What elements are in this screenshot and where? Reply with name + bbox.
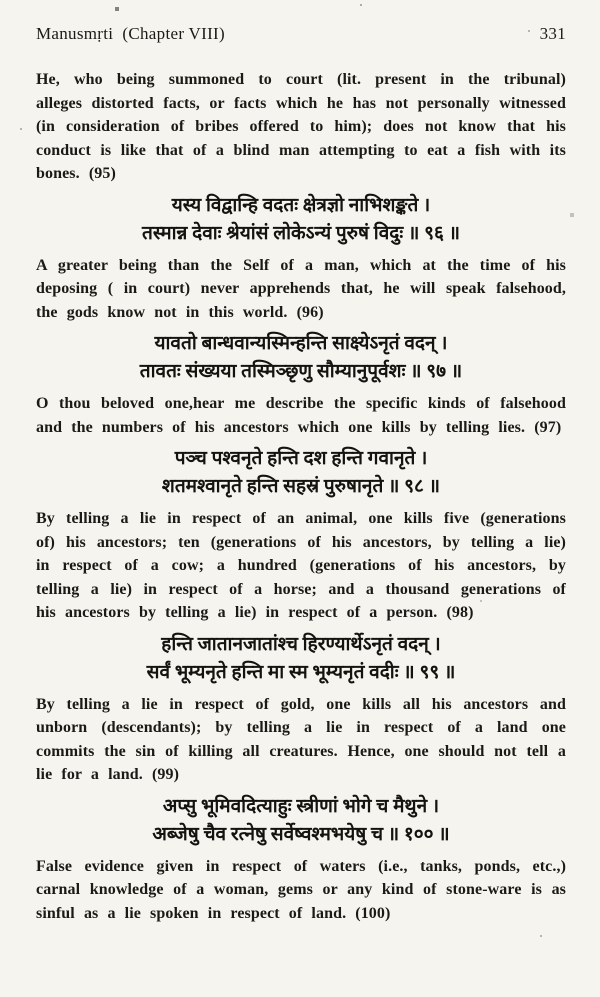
translation-paragraph-97: O thou beloved one,hear me describe the specific kinds of falsehood and the numbers of his ancestors which one kills by telling lies. (97) xyxy=(36,395,566,436)
verse-line: अब्जेषु चैव रत्नेषु सर्वेष्वश्मभयेषु च ॥ १०० ॥ xyxy=(152,823,450,845)
sanskrit-verse-98 xyxy=(36,445,566,501)
verse-line: तस्मान्न देवाः श्रेयांसं लोकेऽन्यं पुरुषं विदुः ॥ ९६ ॥ xyxy=(142,222,460,244)
translation-paragraph-99: By telling a lie in respect of gold, one kills all his ancestors and unborn (descendants); by telling a lie in respect of a land one commits the sin of killing all creatures. Hence, one should not tell a lie for a land. (99) xyxy=(36,695,566,783)
translation-paragraph-95: He, who being summoned to court (lit. present in the tribunal) alleges distorted facts, or facts which he has not personally witnessed (in consideration of bribes offered to him); does not know that his conduct is like that of a blind man attempting to eat a fish with its bones. (95) xyxy=(36,71,566,182)
translation-paragraph-96: A greater being than the Self of a man, which at the time of his deposing ( in court) never apprehends that, he will speak falsehood, the gods know not in this world. (96) xyxy=(36,256,566,321)
sanskrit-verse-97 xyxy=(36,330,566,386)
verse-line: शतमश्वानृते हन्ति सहस्रं पुरुषानृते ॥ ९८ ॥ xyxy=(161,476,441,497)
verse-line: अप्सु भूमिवदित्याहुः स्त्रीणां भोगे च मैथुने । xyxy=(162,795,440,817)
sanskrit-verse-96 xyxy=(36,192,566,248)
scan-noise-specks xyxy=(0,0,2,2)
verse-line: सर्वं भूम्यनृते हन्ति मा स्म भूम्यनृतं वदीः ॥ ९९ ॥ xyxy=(146,661,456,683)
verse-line: तावतः संख्यया तस्मिञ्छृणु सौम्यानुपूर्वशः ॥ ९७ ॥ xyxy=(139,361,463,382)
translation-paragraph-100: False evidence given in respect of waters (i.e., tanks, ponds, etc.,) carnal knowledge of a woman, gems or any kind of stone-ware is as sinful as a lie spoken in respect of land. (100) xyxy=(36,857,566,922)
running-title: Manusmṛti (Chapter VIII) xyxy=(36,24,225,43)
verse-line: पञ्च पश्वनृते हन्ति दश हन्ति गवानृते । xyxy=(174,448,428,469)
page-number: 331 xyxy=(539,24,566,43)
verse-line: यस्य विद्वान्हि वदतः क्षेत्रज्ञो नाभिशङ्कते । xyxy=(171,194,431,216)
page-body xyxy=(36,68,566,925)
sanskrit-verse-99 xyxy=(36,631,566,687)
verse-line: यावतो बान्धवान्यस्मिन्हन्ति साक्ष्येऽनृतं वदन् । xyxy=(154,333,448,354)
translation-paragraph-98: By telling a lie in respect of an animal, one kills five (generations of) his ancestors; ten (generations of his ancestors, by telling a lie) in respect of a cow; a hundred (generations of his ancestors, by telling a lie) in respect of a horse; and a thousand generations of his ancestors by telling a lie) in respect of a person. (98) xyxy=(36,510,566,621)
page-header xyxy=(36,24,566,44)
sanskrit-verse-100 xyxy=(36,793,566,849)
verse-line: हन्ति जातानजातांश्च हिरण्यार्थेऽनृतं वदन् । xyxy=(161,633,441,655)
